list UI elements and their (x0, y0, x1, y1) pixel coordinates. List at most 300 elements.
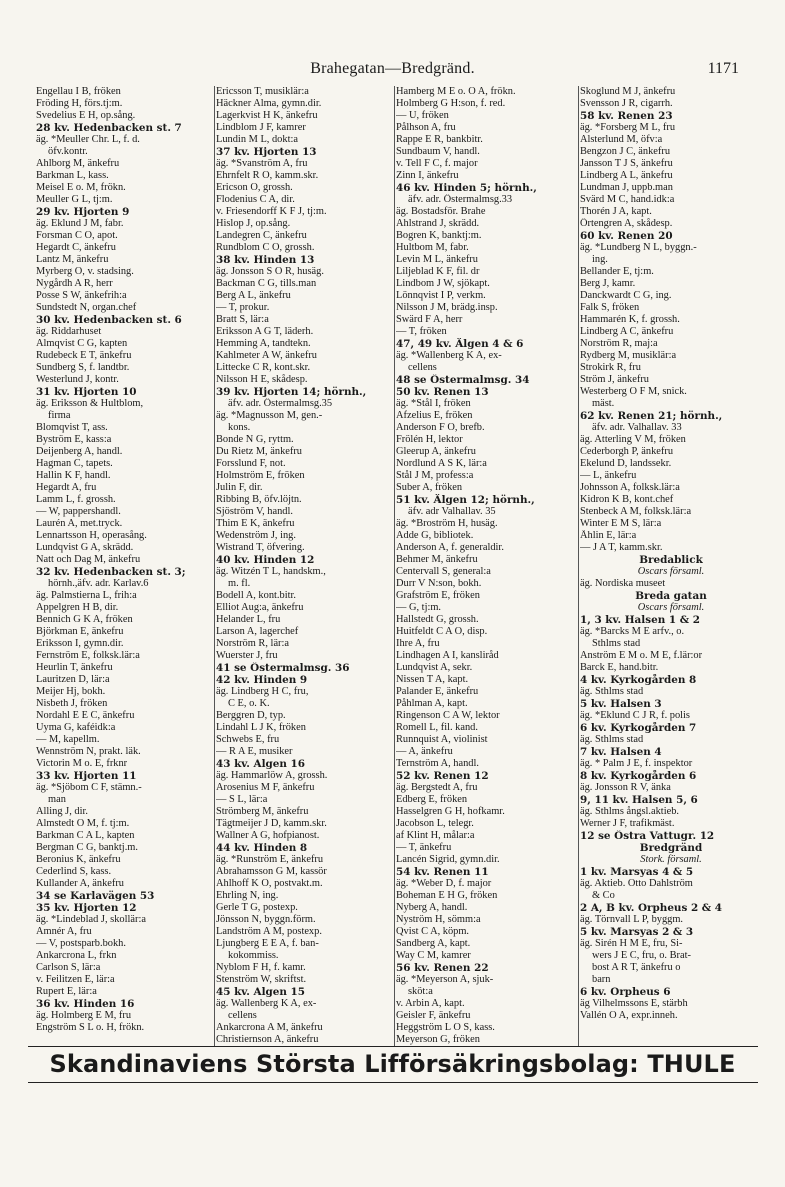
directory-entry: Lundqvist A, sekr. (396, 662, 473, 673)
directory-entry: — V, postsparb.bokh. (36, 938, 126, 949)
directory-entry: Ehrling N, ing. (216, 890, 279, 901)
directory-entry: Sundberg S, f. landtbr. (36, 362, 130, 373)
directory-entry: Appelgren H B, dir. (36, 602, 119, 613)
directory-entry: Nyström H, sömm:a (396, 914, 481, 925)
directory-entry: äg. *Stål I, fröken (396, 398, 471, 409)
property-heading: 9, 11 kv. Halsen 5, 6 (580, 794, 698, 806)
directory-entry: Natt och Dag M, änkefru (36, 554, 141, 565)
entry-continuation: öfv.kontr. (48, 146, 88, 157)
directory-entry: Berg A L, änkefru (216, 290, 291, 301)
property-heading: 12 se Östra Vattugr. 12 (580, 830, 715, 842)
footer-rule (28, 1046, 758, 1047)
directory-entry: Ericson O, grossh. (216, 182, 293, 193)
directory-entry: Ternström A, handl. (396, 758, 479, 769)
directory-entry: Deijenberg A, handl. (36, 446, 123, 457)
directory-entry: Barkman L, kass. (36, 170, 109, 181)
directory-entry: Bellander E, tj:m. (580, 266, 654, 277)
entry-continuation: cellens (228, 1010, 257, 1021)
entry-continuation: m. fl. (228, 578, 251, 589)
directory-entry: Björkman E, änkefru (36, 626, 124, 637)
directory-entry: Rundblom C O, grossh. (216, 242, 315, 253)
directory-entry: Ahlhoff K O, postvakt.m. (216, 878, 323, 889)
directory-entry: Pålhson A, fru (396, 122, 456, 133)
directory-entry: Hultbom M, fabr. (396, 242, 469, 253)
directory-entry: Wallner A G, hofpianost. (216, 830, 320, 841)
directory-entry: Hegardt C, änkefru (36, 242, 116, 253)
directory-entry: Amnér A, fru (36, 926, 92, 937)
directory-entry: Åhlin E, lär:a (580, 530, 637, 541)
directory-entry: Sandberg A, kapt. (396, 938, 471, 949)
directory-entry: Cederborgh P, änkefru (580, 446, 674, 457)
directory-entry: Swärd F A, herr (396, 314, 463, 325)
column-2 (216, 86, 392, 1046)
directory-entry: Hislop J, op.sång. (216, 218, 291, 229)
directory-entry: Danckwardt C G, ing. (580, 290, 672, 301)
directory-entry: Adde G, bibliotek. (396, 530, 474, 541)
directory-entry: Stenström W, skriftst. (216, 974, 307, 985)
property-heading: 5 kv. Halsen 3 (580, 698, 662, 710)
directory-entry: Nordlund A S K, lär:a (396, 458, 487, 469)
directory-entry: Eriksson I, gymn.dir. (36, 638, 124, 649)
property-heading: 4 kv. Kyrkogården 8 (580, 674, 697, 686)
directory-entry: Westerberg O F M, snick. (580, 386, 687, 397)
directory-entry: Boheman E H G, fröken (396, 890, 498, 901)
directory-entry: — W, pappershandl. (36, 506, 121, 517)
directory-entry: Wennström N, prakt. läk. (36, 746, 141, 757)
directory-entry: Uyma G, kaféidk:a (36, 722, 116, 733)
directory-entry: v. Feilitzen E, lär:a (36, 974, 115, 985)
directory-entry: Lamm L, f. grossh. (36, 494, 116, 505)
directory-entry: Lantz M, änkefru (36, 254, 109, 265)
column-3 (396, 86, 576, 1046)
property-heading: 38 kv. Hinden 13 (216, 254, 315, 266)
directory-entry: Rydberg M, musiklär:a (580, 350, 677, 361)
directory-entry: Hasselgren G H, hofkamr. (396, 806, 505, 817)
directory-entry: Durr V N:son, bokh. (396, 578, 482, 589)
directory-entry: — R A E, musiker (216, 746, 293, 757)
directory-entry: Geisler F, änkefru (396, 1010, 471, 1021)
directory-entry: — T, änkefru (396, 842, 452, 853)
directory-entry: Frölén H, lektor (396, 434, 463, 445)
property-heading: 36 kv. Hinden 16 (36, 998, 135, 1010)
directory-entry: äg. *Weber D, f. major (396, 878, 492, 889)
property-heading: 60 kv. Renen 20 (580, 230, 673, 242)
directory-entry: Bodell A, kont.bitr. (216, 590, 296, 601)
entry-continuation: kons. (228, 422, 251, 433)
directory-entry: Heggström L O S, kass. (396, 1022, 495, 1033)
directory-entry: Byström E, kass:a (36, 434, 112, 445)
directory-entry: Rappe E R, bankbitr. (396, 134, 483, 145)
directory-entry: Flodenius C A, dir. (216, 194, 295, 205)
directory-entry: Laurén A, met.tryck. (36, 518, 123, 529)
property-heading: 56 kv. Renen 22 (396, 962, 489, 974)
property-heading: 43 kv. Algen 16 (216, 758, 306, 770)
directory-entry: Hemming A, tandtekn. (216, 338, 311, 349)
directory-entry: Du Rietz M, änkefru (216, 446, 302, 457)
column-4 (580, 86, 762, 1046)
column-divider (578, 86, 579, 1046)
property-heading: 34 se Karlavägen 53 (36, 890, 155, 902)
directory-entry: Nilsson J M, brädg.insp. (396, 302, 498, 313)
parish-label: Oscars församl. (637, 566, 705, 577)
directory-entry: Almstedt O M, f. tj:m. (36, 818, 130, 829)
property-heading: 8 kv. Kyrkogården 6 (580, 770, 697, 782)
directory-entry: Beronius K, änkefru (36, 854, 121, 865)
directory-entry: Ankarcrona L, frkn (36, 950, 117, 961)
property-heading: 29 kv. Hjorten 9 (36, 206, 130, 218)
directory-entry: äg. Palmstierna L, frih:a (36, 590, 137, 601)
directory-entry: Alling J, dir. (36, 806, 88, 817)
directory-entry: Eriksson A G T, läderh. (216, 326, 314, 337)
street-heading: Bredablick (639, 554, 703, 566)
entry-continuation: äfv. adr. Östermalmsg.33 (408, 194, 513, 205)
directory-entry: Fröding H, förs.tj:m. (36, 98, 123, 109)
directory-entry: äg. *Wallenberg K A, ex- (396, 350, 502, 361)
entry-continuation: barn (592, 974, 611, 985)
directory-entry: Kullander A, änkefru (36, 878, 125, 889)
directory-entry: Way C M, kamrer (396, 950, 471, 961)
directory-entry: Sundstedt N, organ.chef (36, 302, 137, 313)
directory-entry: Kahlmeter A W, änkefru (216, 350, 317, 361)
directory-entry: äg. *Runström E, änkefru (216, 854, 324, 865)
directory-entry: äg. *Sjöbom C F, stämn.- (36, 782, 142, 793)
property-heading: 28 kv. Hedenbacken st. 7 (36, 122, 182, 134)
property-heading: 45 kv. Algen 15 (216, 986, 306, 998)
directory-entry: Wuerster J, fru (216, 650, 278, 661)
directory-entry: äg. Riddarhuset (36, 326, 102, 337)
directory-entry: Nissen T A, kapt. (396, 674, 469, 685)
parish-label: Oscars församl. (637, 602, 705, 613)
directory-entry: äg. Sthlms stad (580, 686, 644, 697)
directory-entry: Myrberg O, v. stadsing. (36, 266, 134, 277)
property-heading: 52 kv. Renen 12 (396, 770, 489, 782)
directory-entry: Lindahl L J K, fröken (216, 722, 306, 733)
directory-entry: Meyerson G, fröken (396, 1034, 480, 1045)
directory-entry: Anderson F O, brefb. (396, 422, 485, 433)
property-heading: 51 kv. Älgen 12; hörnh., (396, 494, 535, 506)
directory-entry: Lauritzen D, lär:a (36, 674, 110, 685)
property-heading: 54 kv. Renen 11 (396, 866, 489, 878)
directory-entry: äg. *Meyerson A, sjuk- (396, 974, 494, 985)
directory-entry: Gerle T G, postexp. (216, 902, 298, 913)
directory-entry: Forsslund F, not. (216, 458, 286, 469)
directory-entry: — S L, lär:a (216, 794, 268, 805)
directory-entry: Skoglund M J, änkefru (580, 86, 676, 97)
directory-entry: Nordahl E E C, änkefru (36, 710, 135, 721)
directory-entry: Påhlman A, kapt. (396, 698, 468, 709)
directory-entry: Heurlin T, änkefru (36, 662, 113, 673)
directory-entry: Lindberg A C, änkefru (580, 326, 674, 337)
property-heading: 47, 49 kv. Älgen 4 & 6 (396, 338, 524, 350)
property-heading: 62 kv. Renen 21; hörnh., (580, 410, 723, 422)
entry-continuation: Sthlms stad (592, 638, 641, 649)
parish-label: Stork. församl. (640, 854, 702, 865)
directory-entry: Berggren D, typ. (216, 710, 286, 721)
directory-entry: Thorén J A, kapt. (580, 206, 652, 217)
directory-entry: Johnsson A, folksk.lär:a (580, 482, 680, 493)
property-heading: 37 kv. Hjorten 13 (216, 146, 317, 158)
directory-entry: Thim E K, änkefru (216, 518, 295, 529)
property-heading: 2 A, B kv. Orpheus 2 & 4 (580, 902, 723, 914)
directory-entry: Abrahamsson G M, kassör (216, 866, 327, 877)
property-heading: 40 kv. Hinden 12 (216, 554, 315, 566)
directory-entry: äg. * Palm J E, f. inspektor (580, 758, 693, 769)
directory-entry: Palander E, änkefru (396, 686, 479, 697)
property-heading: 7 kv. Halsen 4 (580, 746, 662, 758)
directory-entry: äg. Bergstedt A, fru (396, 782, 478, 793)
directory-entry: Landegren C, änkefru (216, 230, 307, 241)
directory-entry: Grafström E, fröken (396, 590, 480, 601)
directory-entry: äg. Nordiska museet (580, 578, 666, 589)
directory-entry: Ringenson C A W, lektor (396, 710, 500, 721)
directory-entry: Forsman C O, apot. (36, 230, 118, 241)
street-heading: Bredgränd (639, 842, 703, 854)
directory-entry: — L, änkefru (580, 470, 637, 481)
street-heading: Breda gatan (635, 590, 707, 602)
directory-entry: äg. Sirén H M E, fru, Si- (580, 938, 683, 949)
directory-entry: Rupert E, lär:a (36, 986, 97, 997)
directory-entry: Christiernson A, änkefru (216, 1034, 319, 1045)
directory-entry: äg. *Barcks M E arfv., o. (580, 626, 685, 637)
directory-entry: Elliot Aug:a, änkefru (216, 602, 304, 613)
directory-entry: Hallstedt G, grossh. (396, 614, 479, 625)
directory-entry: Bogren K, banktj:m. (396, 230, 482, 241)
directory-entry: Gleerup A, änkefru (396, 446, 476, 457)
directory-entry: äg. Witzén T L, handskm., (216, 566, 326, 577)
directory-entry: Bonde N G, ryttm. (216, 434, 294, 445)
directory-entry: äg. Eklund J M, fabr. (36, 218, 124, 229)
directory-entry: Meijer Hj, bokh. (36, 686, 106, 697)
entry-continuation: äfv. adr. Valhallav. 33 (592, 422, 682, 433)
entry-continuation: ing. (592, 254, 608, 265)
directory-entry: Ekelund D, landssekr. (580, 458, 672, 469)
property-heading: 1 kv. Marsyas 4 & 5 (580, 866, 694, 878)
directory-entry: äg. Lindberg H C, fru, (216, 686, 309, 697)
property-heading: 50 kv. Renen 13 (396, 386, 489, 398)
entry-continuation: hörnh.,äfv. adr. Karlav.6 (48, 578, 149, 589)
directory-entry: Meuller G L, tj:m. (36, 194, 113, 205)
page-title: Brahegatan—Bredgränd. (310, 60, 475, 77)
directory-entry: Jönsson N, byggn.förm. (216, 914, 316, 925)
directory-entry: Alsterlund M, öfv:a (580, 134, 663, 145)
directory-entry: Ihre A, fru (396, 638, 440, 649)
directory-entry: Runnquist A, violinist (396, 734, 488, 745)
directory-entry: Cederlind S, kass. (36, 866, 112, 877)
directory-entry: Bengzon J C, änkefru (580, 146, 671, 157)
directory-entry: Lönnqvist I P, verkm. (396, 290, 486, 301)
directory-entry: äg. Jonsson S O R, husäg. (216, 266, 324, 277)
directory-entry: v. Friesendorff K F J, tj:m. (216, 206, 327, 217)
property-heading: 1, 3 kv. Halsen 1 & 2 (580, 614, 700, 626)
entry-continuation: sköt:a (408, 986, 433, 997)
directory-entry: Lundman J, uppb.man (580, 182, 673, 193)
directory-entry: Anderson A, f. generaldir. (396, 542, 504, 553)
directory-entry: Holmström E, fröken (216, 470, 305, 481)
directory-entry: Winter E M S, lär:a (580, 518, 662, 529)
directory-entry: äg Vilhelmssons E, stärbh (580, 998, 688, 1009)
directory-entry: äg. *Lindeblad J, skollär:a (36, 914, 146, 925)
directory-entry: Huitfeldt C A O, disp. (396, 626, 488, 637)
running-header (0, 60, 785, 80)
directory-entry: Nilsson H E, skådesp. (216, 374, 308, 385)
directory-entry: Lundqvist G A, skrädd. (36, 542, 134, 553)
directory-entry: äg. *Meuller Chr. L, f. d. (36, 134, 140, 145)
footer-advert (0, 1046, 785, 1086)
property-heading: 42 kv. Hinden 9 (216, 674, 308, 686)
directory-entry: Lagerkvist H K, änkefru (216, 110, 318, 121)
directory-entry: Edberg E, fröken (396, 794, 468, 805)
directory-entry: Jansson T J S, änkefru (580, 158, 673, 169)
directory-entry: Hegardt A, fru (36, 482, 97, 493)
entry-continuation: cellens (408, 362, 437, 373)
directory-entry: äg. *Lundberg N L, byggn.- (580, 242, 697, 253)
directory-entry: Svedelius E H, op.sång. (36, 110, 136, 121)
directory-entry: Julin F, dir. (216, 482, 263, 493)
directory-entry: Wedenström J, ing. (216, 530, 296, 541)
directory-entry: — J A T, kamm.skr. (580, 542, 663, 553)
directory-entry: Berg J, kamr. (580, 278, 636, 289)
property-heading: 30 kv. Hedenbacken st. 6 (36, 314, 182, 326)
directory-entry: — T, prokur. (216, 302, 270, 313)
directory-entry: Lindbom J W, sjökapt. (396, 278, 490, 289)
property-heading: 39 kv. Hjorten 14; hörnh., (216, 386, 367, 398)
directory-entry: Larson A, lagerchef (216, 626, 299, 637)
property-heading: 6 kv. Kyrkogården 7 (580, 722, 697, 734)
entry-continuation: äfv. adr. Östermalmsg.35 (228, 398, 333, 409)
entry-continuation: bost A R T, änkefru o (592, 962, 681, 973)
column-divider (394, 86, 395, 1046)
directory-entry: Hamberg M E o. O A, frökn. (396, 86, 516, 97)
directory-entry: Stenbeck A M, folksk.lär:a (580, 506, 692, 517)
directory-entry: äg. Wallenberg K A, ex- (216, 998, 317, 1009)
directory-entry: Lindblom J F, kamrer (216, 122, 306, 133)
directory-entry: äg. Eriksson & Hultblom, (36, 398, 144, 409)
property-heading: 31 kv. Hjorten 10 (36, 386, 137, 398)
directory-entry: Norström R, lär:a (216, 638, 290, 649)
entry-continuation: wers J E C, fru, o. Brat- (592, 950, 691, 961)
property-heading: 58 kv. Renen 23 (580, 110, 673, 122)
directory-entry: Svärd M C, hand.idk:a (580, 194, 675, 205)
directory-entry: Lennartsson H, operasång. (36, 530, 147, 541)
directory-entry: äg. *Svanström A, fru (216, 158, 308, 169)
entry-continuation: mäst. (592, 398, 615, 409)
directory-entry: Fernström E, folksk.lär:a (36, 650, 140, 661)
directory-entry: Engellau I B, fröken (36, 86, 121, 97)
directory-entry: Holmberg G H:son, f. red. (396, 98, 506, 109)
directory-entry: Westerlund J, kontr. (36, 374, 119, 385)
directory-entry: Hammarén K, f. grossh. (580, 314, 680, 325)
entry-continuation: & Co (592, 890, 615, 901)
directory-entry: Bennich G K A, fröken (36, 614, 133, 625)
property-heading: 5 kv. Marsyas 2 & 3 (580, 926, 694, 938)
directory-entry: Barkman C A L, kapten (36, 830, 135, 841)
directory-entry: Häckner Alma, gymn.dir. (216, 98, 322, 109)
property-heading: 33 kv. Hjorten 11 (36, 770, 137, 782)
directory-entry: Nisbeth J, fröken (36, 698, 108, 709)
property-heading: 6 kv. Orpheus 6 (580, 986, 671, 998)
directory-entry: äg. Hammarlöw A, grossh. (216, 770, 328, 781)
directory-entry: Werner J F, trafikmäst. (580, 818, 675, 829)
directory-entry: Anström E M o. M E, f.lär:or (580, 650, 703, 661)
directory-entry: Vallén O A, expr.inneh. (580, 1010, 678, 1021)
directory-entry: Centervall S, general:a (396, 566, 491, 577)
directory-entry: Kidron K B, kont.chef (580, 494, 674, 505)
directory-entry: Ström J, änkefru (580, 374, 649, 385)
directory-entry: äg. Aktieb. Otto Dahlström (580, 878, 693, 889)
directory-entry: Victorin M o. E, frknr (36, 758, 128, 769)
directory-entry: Lindberg A L, änkefru (580, 170, 673, 181)
directory-entry: äg. *Broström H, husäg. (396, 518, 498, 529)
directory-entry: Barck E, hand.bitr. (580, 662, 659, 673)
directory-entry: Jacobson L, telegr. (396, 818, 474, 829)
page-number: 1171 (707, 60, 739, 77)
directory-columns (36, 86, 762, 1046)
directory-entry: Wistrand T, öfvering. (216, 542, 305, 553)
directory-entry: äg. Sthlms stad (580, 734, 644, 745)
directory-entry: äg. *Magnusson M, gen.- (216, 410, 323, 421)
entry-continuation: C E, o. K. (228, 698, 270, 709)
directory-entry: v. Tell F C, f. major (396, 158, 478, 169)
directory-entry: Nygårdh A R, herr (36, 278, 113, 289)
property-heading: 46 kv. Hinden 5; hörnh., (396, 182, 537, 194)
directory-entry: Örtengren A, skådesp. (580, 218, 673, 229)
directory-entry: Lancén Sigrid, gymn.dir. (396, 854, 500, 865)
directory-entry: Nyblom F H, f. kamr. (216, 962, 306, 973)
directory-entry: — M, kapellm. (36, 734, 100, 745)
directory-entry: af Klint H, målar:a (396, 830, 475, 841)
directory-entry: Falk S, fröken (580, 302, 640, 313)
directory-entry: Ehrnfelt R O, kamm.skr. (216, 170, 319, 181)
directory-entry: Stål J M, profess:a (396, 470, 474, 481)
directory-entry: Liljeblad K F, fil. dr (396, 266, 480, 277)
directory-entry: Ericsson T, musiklär:a (216, 86, 309, 97)
directory-entry: Ahlborg M, änkefru (36, 158, 120, 169)
directory-entry: Sjöström V, handl. (216, 506, 293, 517)
entry-continuation: firma (48, 410, 71, 421)
directory-entry: Levin M L, änkefru (396, 254, 478, 265)
directory-entry: Ribbing B, öfv.löjtn. (216, 494, 302, 505)
directory-entry: Nyberg A, handl. (396, 902, 468, 913)
directory-entry: Sundbaum V, handl. (396, 146, 480, 157)
directory-entry: Almqvist C G, kapten (36, 338, 128, 349)
directory-entry: — G, tj:m. (396, 602, 442, 613)
directory-entry: Bratt S, lär:a (216, 314, 269, 325)
directory-entry: äg. Atterling V M, fröken (580, 434, 686, 445)
directory-entry: Ankarcrona A M, änkefru (216, 1022, 323, 1033)
property-heading: 41 se Östermalmsg. 36 (216, 662, 350, 674)
directory-entry: Landström A M, postexp. (216, 926, 322, 937)
directory-entry: Schwebs E, fru (216, 734, 280, 745)
directory-entry: Strömberg M, änkefru (216, 806, 309, 817)
directory-entry: v. Arbin A, kapt. (396, 998, 465, 1009)
property-heading: 35 kv. Hjorten 12 (36, 902, 137, 914)
directory-entry: äg. Holmberg E M, fru (36, 1010, 132, 1021)
directory-entry: äg. *Eklund C J R, f. polis (580, 710, 690, 721)
property-heading: 44 kv. Hinden 8 (216, 842, 308, 854)
directory-entry: Backman C G, tills.man (216, 278, 317, 289)
footer-rule (28, 1082, 758, 1083)
directory-entry: Hagman C, tapets. (36, 458, 113, 469)
directory-entry: Behmer M, änkefru (396, 554, 478, 565)
directory-entry: Norström R, maj:a (580, 338, 658, 349)
directory-entry: Ahlstrand J, skrädd. (396, 218, 480, 229)
directory-entry: Littecke C R, kont.skr. (216, 362, 311, 373)
directory-entry: Arosenius M F, änkefru (216, 782, 315, 793)
directory-entry: Engström S L o. H, frökn. (36, 1022, 145, 1033)
directory-entry: äg. Törnvall L P, byggm. (580, 914, 684, 925)
directory-entry: Svensson J R, cigarrh. (580, 98, 673, 109)
directory-entry: — T, fröken (396, 326, 447, 337)
